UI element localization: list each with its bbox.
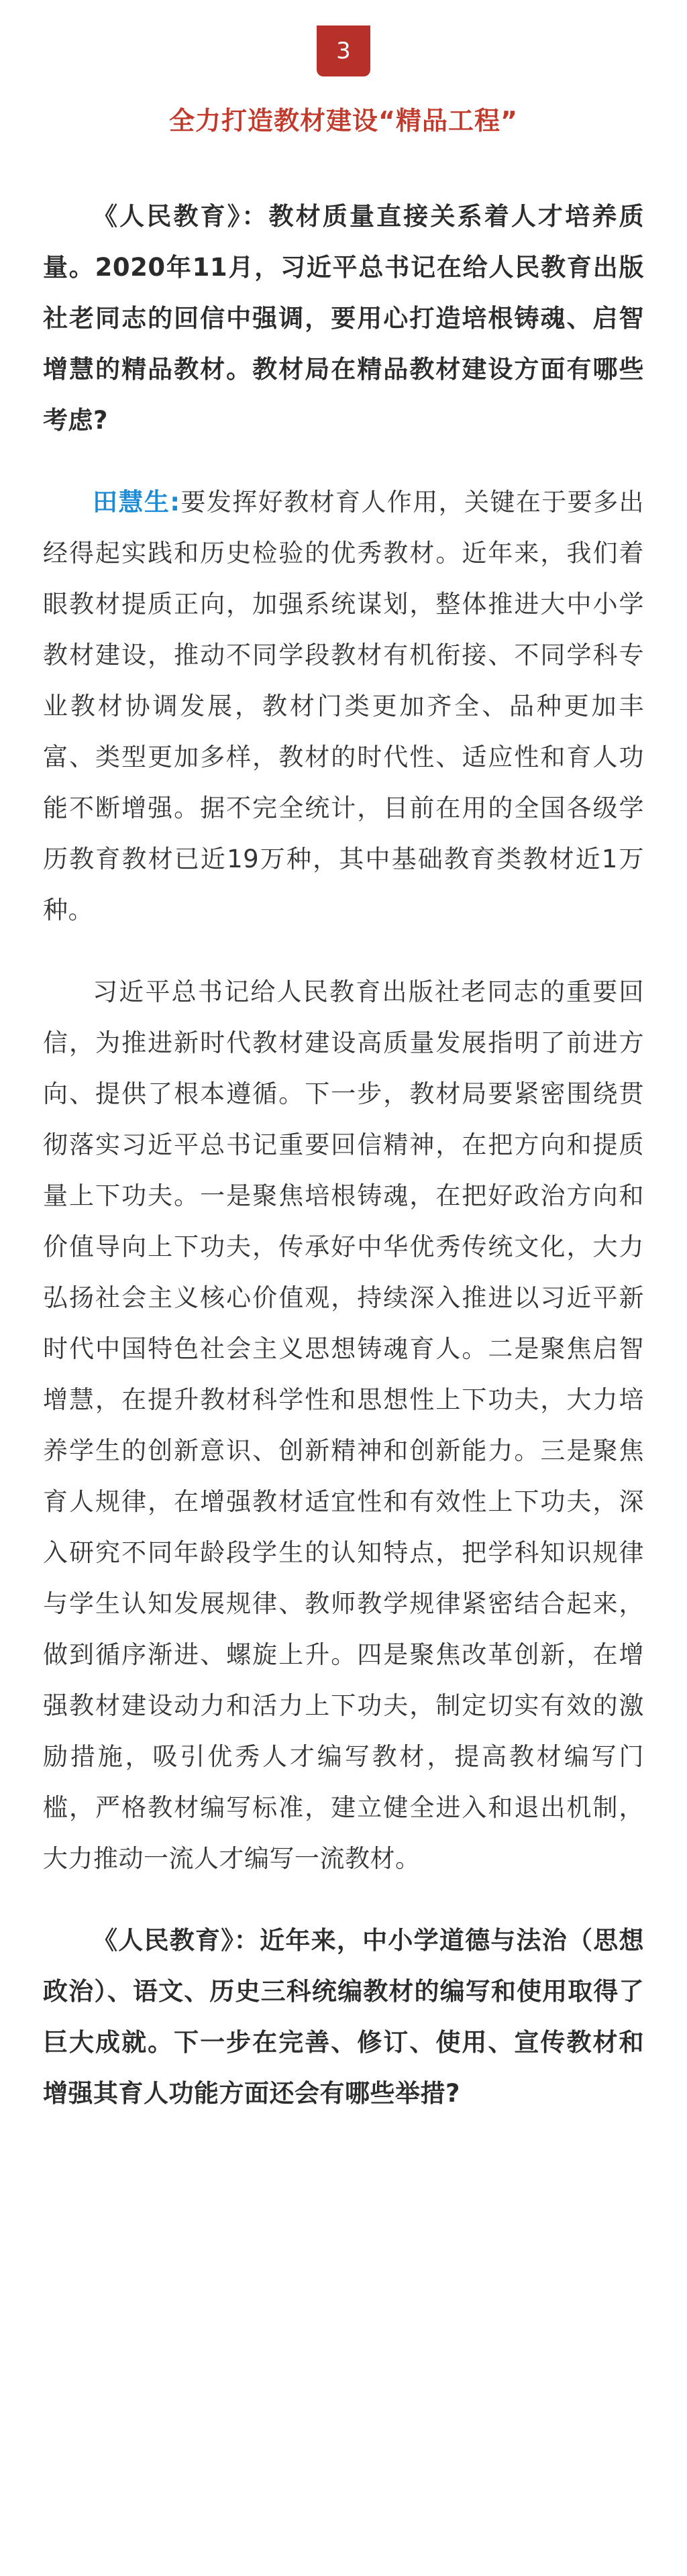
section-number: 3 xyxy=(336,38,351,64)
question-text: 《人民教育》：近年来，中小学道德与法治（思想政治）、语文、历史三科统编教材的编写和使用取得了巨大成就。下一步在完善、修订、使用、宣传教材和增强其育人功能方面还会有哪些举措? xyxy=(43,1926,644,2108)
interview-answer-paragraph xyxy=(43,477,644,936)
interview-question-paragraph xyxy=(43,191,644,446)
answer-text: 要发挥好教材育人作用，关键在于要多出经得起实践和历史检验的优秀教材。近年来，我们着眼教材提质正向，加强系统谋划，整体推进大中小学教材建设，推动不同学段教材有机衔接、不同学科专业教材协调发展，教材门类更加齐全、品种更加丰富、类型更加多样，教材的时代性、适应性和育人功能不断增强。据不完全统计，目前在用的全国各级学历教育教材已近19万种，其中基础教育类教材近1万种。 xyxy=(43,488,645,924)
interview-answer-paragraph xyxy=(43,967,644,1884)
article-body xyxy=(43,191,644,2119)
section-title: 全力打造教材建设“精品工程” xyxy=(169,106,518,136)
speaker-name: 田慧生: xyxy=(93,488,180,517)
interview-question-paragraph xyxy=(43,1915,644,2119)
answer-text: 习近平总书记给人民教育出版社老同志的重要回信，为推进新时代教材建设高质量发展指明了前进方向、提供了根本遵循。下一步，教材局要紧密围绕贯彻落实习近平总书记重要回信精神，在把方向和提质量上下功夫。一是聚焦培根铸魂，在把好政治方向和价值导向上下功夫，传承好中华优秀传统文化，大力弘扬社会主义核心价值观，持续深入推进以习近平新时代中国特色社会主义思想铸魂育人。二是聚焦启智增慧，在提升教材科学性和思想性上下功夫，大力培养学生的创新意识、创新精神和创新能力。三是聚焦育人规律，在增强教材适宜性和有效性上下功夫，深入研究不同年龄段学生的认知特点，把学科知识规律与学生认知发展规律、教师教学规律紧密结合起来，做到循序渐进、螺旋上升。四是聚焦改革创新，在增强教材建设动力和活力上下功夫，制定切实有效的激励措施，吸引优秀人才编写教材，提高教材编写门槛，严格教材编写标准，建立健全进入和退出机制，大力推动一流人才编写一流教材。 xyxy=(43,977,644,1873)
section-number-badge xyxy=(317,25,370,76)
question-text: 《人民教育》：教材质量直接关系着人才培养质量。2020年11月，习近平总书记在给人民教育出版社老同志的回信中强调，要用心打造培根铸魂、启智增慧的精品教材。教材局在精品教材建设方面有哪些考虑? xyxy=(43,202,644,435)
